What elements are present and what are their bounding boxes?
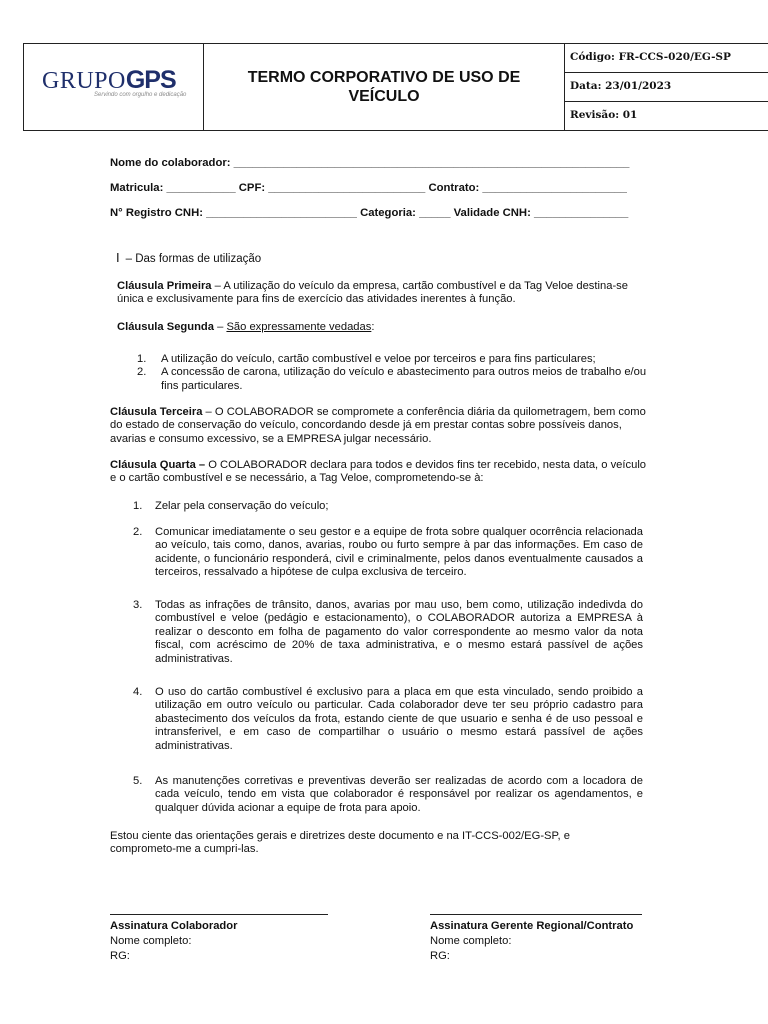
- list-item-number: 5.: [133, 775, 143, 787]
- logo-tagline: Servindo com orgulho e dedicação: [94, 92, 187, 98]
- section-title: [116, 251, 261, 266]
- clause-first: [117, 280, 657, 307]
- document-code: Código: FR-CCS-020/EG-SP: [565, 44, 768, 73]
- list-item-number: 4.: [133, 686, 143, 698]
- grupo-gps-logo: [42, 67, 186, 99]
- clause-second-label: Cláusula Segunda: [117, 321, 214, 333]
- clause-second-list: [137, 353, 657, 393]
- list-item: [133, 775, 643, 815]
- clause-fourth-text: O COLABORADOR declara para todos e devidos fins ter recebido, nesta data, o veículo e o cartão combustível e se necessário, a Tag Veloe, comprometendo-se à:: [110, 459, 647, 485]
- logo-cell: [24, 44, 204, 130]
- clause-fourth-item-2: [133, 526, 643, 580]
- list-item-text: Zelar pela conservação do veículo;: [155, 500, 329, 512]
- list-item-text: A utilização do veículo, cartão combustível e veloe por terceiros e para fins particulares;: [161, 353, 596, 365]
- clause-third: [110, 406, 655, 446]
- list-item-text: As manutenções corretivas e preventivas deverão ser realizadas de acordo com a locadora de cada veículo, tendo em vista que colaborador é responsável por realizar os agendamentos, e qualquer dúvida acionar a equipe de frota para apoio.: [155, 775, 643, 814]
- logo-text-gps: GPS: [125, 66, 176, 94]
- list-item-number: 1.: [133, 500, 143, 512]
- signature-rg-collaborator: RG:: [110, 950, 130, 962]
- list-item: [133, 500, 643, 513]
- clause-fourth: [110, 459, 655, 486]
- document-title: TERMO CORPORATIVO DE USO DE VEÍCULO: [247, 69, 521, 105]
- field-cnh: N° Registro CNH: ________________________ Categoria: _____ Validade CNH: _______________: [110, 207, 629, 219]
- clause-fourth-label: Cláusula Quarta –: [110, 459, 206, 471]
- clause-second: [117, 321, 657, 334]
- list-item-number: 1.: [137, 353, 147, 365]
- section-title-text: – Das formas de utilização: [125, 253, 262, 265]
- signature-title-collaborator: Assinatura Colaborador: [110, 920, 238, 932]
- clause-second-colon: :: [371, 321, 375, 333]
- document-revision: Revisão: 01: [570, 109, 638, 122]
- title-cell: [204, 44, 565, 130]
- closing-statement: Estou ciente das orientações gerais e diretrizes deste documento e na IT-CCS-002/EG-SP, e comprometo-me a cumpri-las.: [110, 830, 570, 856]
- signature-line-collaborator: [110, 914, 328, 915]
- list-item: [137, 366, 657, 393]
- clause-fourth-item-5: [133, 775, 643, 815]
- document-date: Data: 23/01/2023: [565, 73, 768, 102]
- signature-block-collaborator: [110, 919, 237, 964]
- list-item: [133, 526, 643, 580]
- list-item-number: 3.: [133, 599, 143, 611]
- list-item: [133, 686, 643, 753]
- list-item-text: A concessão de carona, utilização do veículo e abastecimento para outros meios de trabalho e/ou fins particulares.: [161, 366, 647, 392]
- logo-text-grupo: GRUPO: [42, 68, 126, 94]
- clause-fourth-item-1: [133, 500, 643, 513]
- signature-line-manager: [430, 914, 642, 915]
- clause-second-underlined: São expressamente vedadas: [226, 321, 372, 333]
- clause-first-label: Cláusula Primeira: [117, 280, 212, 292]
- list-item-number: 2.: [137, 366, 147, 379]
- signature-block-manager: [430, 919, 633, 964]
- clause-second-dash: –: [213, 321, 227, 333]
- signature-name-manager: Nome completo:: [430, 935, 512, 947]
- clause-first-text: – A utilização do veículo da empresa, cartão combustível e da Tag Veloe destina-se única e exclusivamente para fins de exercício das atividades inerentes à função.: [117, 280, 628, 306]
- list-item-text: Todas as infrações de trânsito, danos, avarias por mau uso, bem como, utilização indedivda do combustível e veloe (pedágio e estacionamento), o COLABORADOR autoriza a EMPRESA à realizar o desconto em folha de pagamento do valor correspondente ao mesmo valor da nota fiscal, com acréscimo de 20% de taxa administrativa, e o mesmo estará passível de ações administrativas.: [155, 599, 643, 665]
- field-collaborator-name: Nome do colaborador: _______________________________________________________________: [110, 157, 630, 169]
- list-item-text: Comunicar imediatamente o seu gestor e a equipe de frota sobre qualquer ocorrência relacionada ao veículo, tais como, danos, avarias, roubo ou furto sempre à par das informações. Em caso de acidente, o funcionário responderá, civil e criminalmente, pelos danos eventualmente causados a terceiros, ressalvado a hipótese de culpa exclusiva de terceiro.: [155, 526, 643, 579]
- clause-third-label: Cláusula Terceira: [110, 406, 203, 418]
- section-roman: I: [116, 250, 120, 265]
- clause-fourth-item-3: [133, 599, 643, 666]
- list-item: [133, 599, 643, 666]
- logo-wordmark: [42, 67, 186, 94]
- clause-fourth-item-4: [133, 686, 643, 753]
- field-registration-cpf-contract: Matricula: ___________ CPF: _________________________ Contrato: _______________________: [110, 182, 627, 194]
- list-item-number: 2.: [133, 526, 143, 538]
- list-item-text: O uso do cartão combustível é exclusivo para a placa em que esta vinculado, sendo proibido a utilização em outro veículo ou particular. Cada colaborador deve ter seu próprio cadastro para abastecimento dos veículos da frota, estando ciente de que usuario e senha é de uso pessoal e intransferivel, e em caso de compartilhar o usuário o mesmo estará passível de ações administrativas.: [155, 686, 643, 752]
- meta-cell: [565, 44, 768, 130]
- list-item: [137, 353, 657, 366]
- signature-name-collaborator: Nome completo:: [110, 935, 192, 947]
- signature-rg-manager: RG:: [430, 950, 450, 962]
- clause-third-text: – O COLABORADOR se compromete a conferência diária da quilometragem, bem como do estado de conservação do veículo, concordando desde já em prestar contas sobre possíveis danos, avarias e consumo excessivo, se a EMPRESA julgar necessário.: [110, 406, 646, 445]
- document-header: [23, 43, 768, 131]
- signature-title-manager: Assinatura Gerente Regional/Contrato: [430, 920, 634, 932]
